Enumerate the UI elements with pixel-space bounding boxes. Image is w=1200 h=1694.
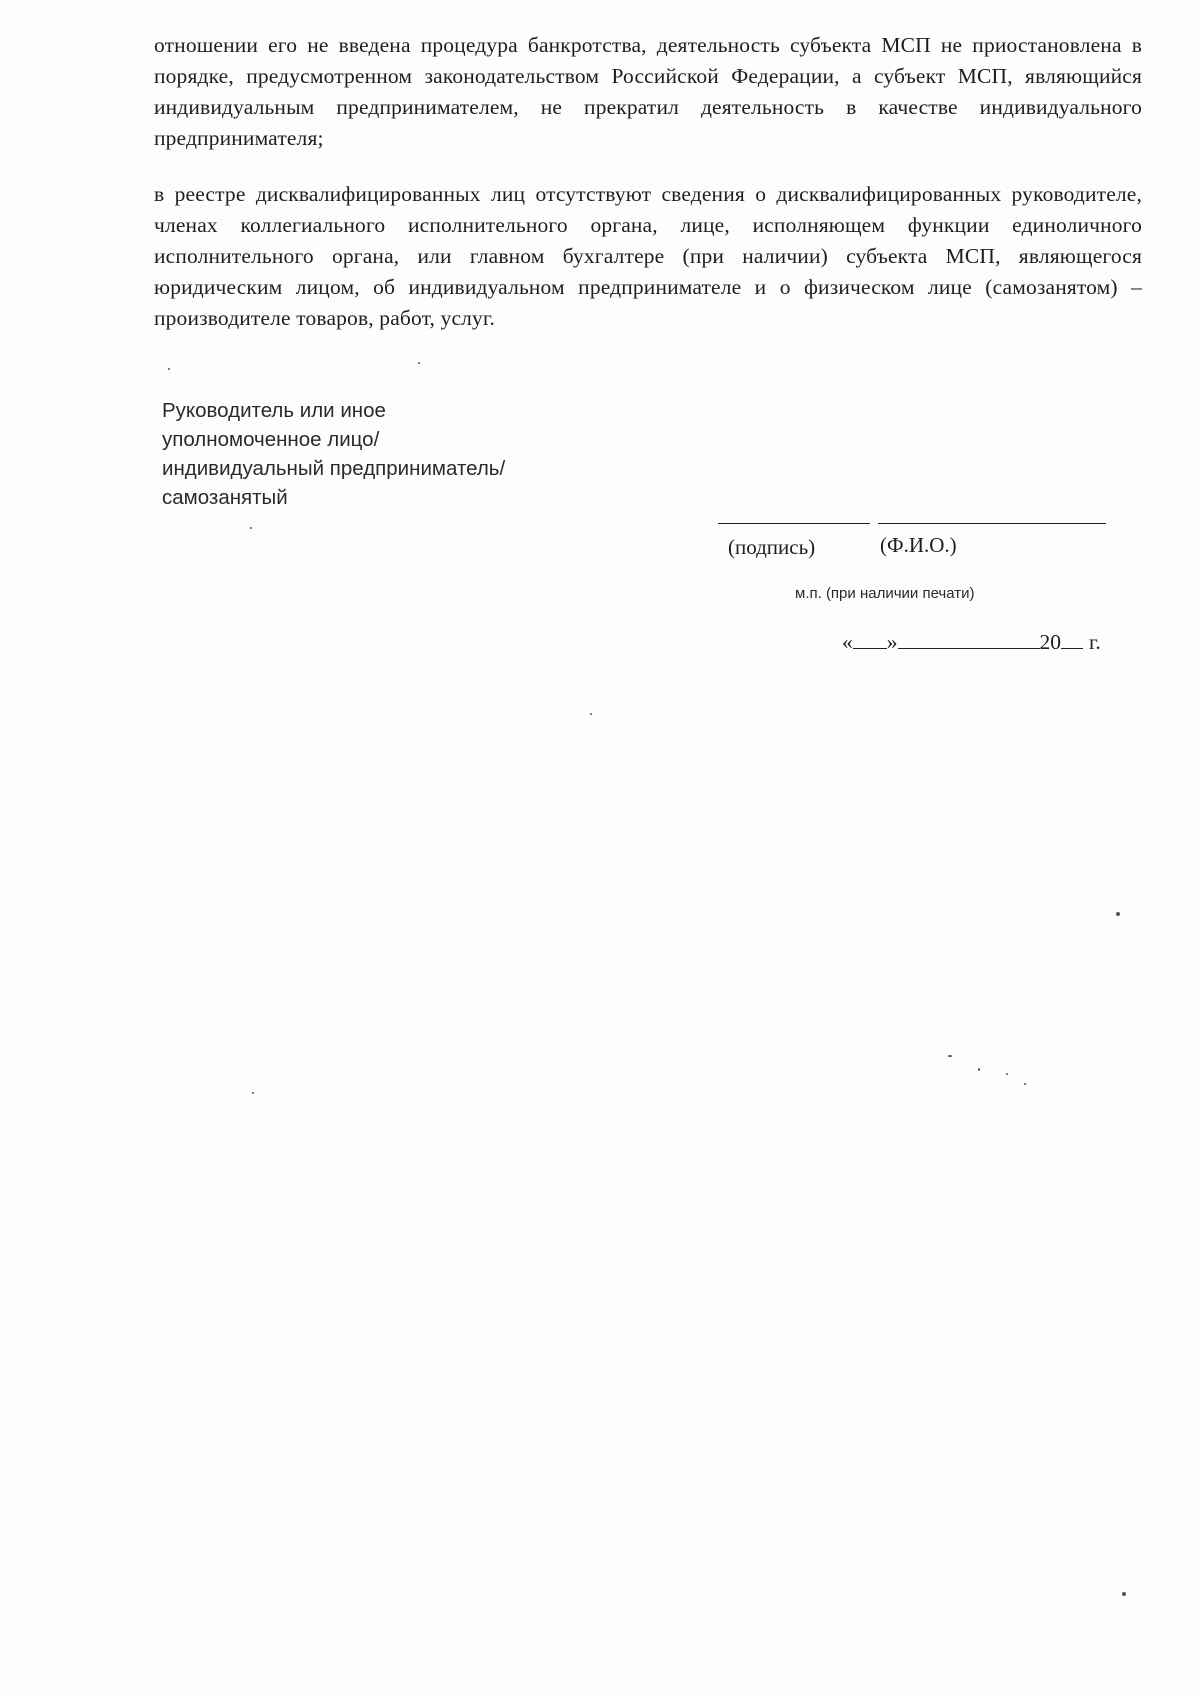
signature-field[interactable] bbox=[718, 523, 870, 524]
scan-speck bbox=[978, 1068, 980, 1071]
date-year-suffix: г. bbox=[1089, 630, 1101, 654]
scan-speck bbox=[250, 527, 252, 529]
scan-speck bbox=[1122, 1592, 1126, 1596]
date-year-field[interactable] bbox=[1061, 628, 1083, 649]
signature-caption: (подпись) bbox=[728, 535, 816, 559]
signatory-line: Руководитель или иное bbox=[162, 399, 386, 422]
scan-speck bbox=[168, 368, 170, 370]
signatory-line: самозанятый bbox=[162, 486, 288, 509]
scan-speck bbox=[252, 1092, 254, 1094]
date-day-field[interactable] bbox=[853, 628, 887, 649]
date-close-quote: » bbox=[886, 630, 898, 654]
signatory-line: индивидуальный предприниматель/ bbox=[162, 457, 506, 480]
signatory-title bbox=[162, 396, 582, 512]
date-line bbox=[842, 628, 1101, 656]
date-open-quote: « bbox=[842, 630, 853, 654]
full-name-caption: (Ф.И.О.) bbox=[880, 533, 957, 557]
date-century: 20 bbox=[1039, 630, 1061, 654]
scan-speck bbox=[1024, 1083, 1026, 1085]
date-month-field[interactable] bbox=[898, 628, 1040, 649]
signatory-line: уполномоченное лицо/ bbox=[162, 428, 380, 451]
scan-speck bbox=[1116, 912, 1120, 916]
scan-speck bbox=[948, 1055, 952, 1057]
scan-speck bbox=[1006, 1073, 1008, 1075]
paragraph-disqualification-clause: в реестре дисквалифицированных лиц отсутствуют сведения о дисквалифицированных руководителе, членах коллегиального исполнительного органа, лице, исполняющем функции единоличного исполнительного органа, или главном бухгалтере (при наличии) субъекта МСП, являющегося юридическим лицом, об индивидуальном предпринимателе и о физическом лице (самозанятом) – производителе товаров, работ, услуг. bbox=[154, 181, 1142, 330]
paragraph-bankruptcy-clause: отношении его не введена процедура банкротства, деятельность субъекта МСП не приостановлена в порядке, предусмотренном законодательством Российской Федерации, а субъект МСП, являющийся индивидуальным предпринимателем, не прекратил деятельность в качестве индивидуального предпринимателя; bbox=[154, 32, 1142, 150]
scan-speck bbox=[590, 713, 592, 715]
stamp-note: м.п. (при наличии печати) bbox=[795, 585, 975, 602]
full-name-field[interactable] bbox=[878, 523, 1106, 524]
scan-speck bbox=[418, 362, 420, 364]
